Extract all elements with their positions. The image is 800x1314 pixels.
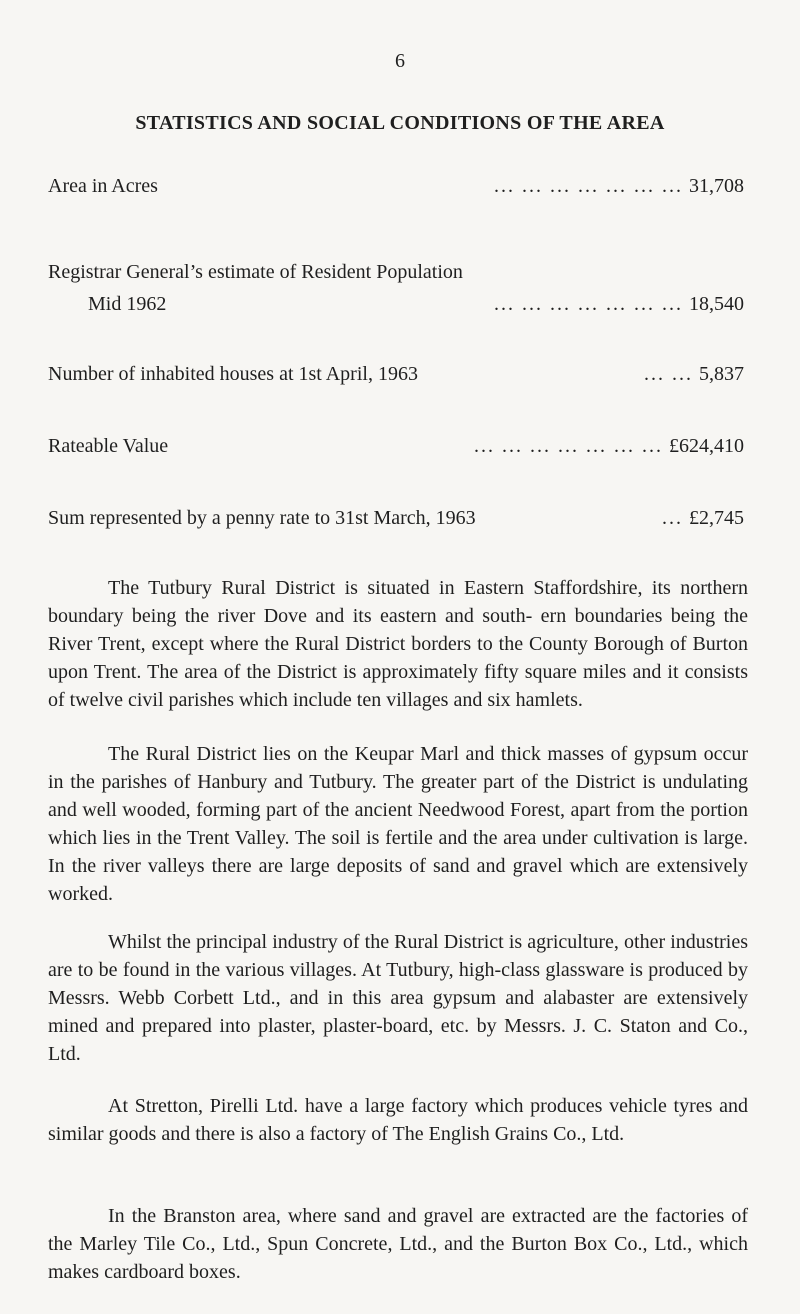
stat-resident-population [48,258,744,318]
stat-label: Number of inhabited houses at 1st April, 1963 [48,363,418,385]
leader-dots: ... ... ... ... ... ... ... [494,293,683,315]
stat-value: £624,410 [669,435,744,457]
page-number: 6 [395,50,405,72]
stat-value: £2,745 [689,507,744,529]
stat-label: Mid 1962 [88,293,167,315]
leader-dots: ... ... ... ... ... ... ... [494,175,683,197]
paragraph-geology: The Rural District lies on the Keupar Marl and thick masses of gypsum occur in the parishes of Hanbury and Tutbury. The greater part of the District is undulating and well wooded, forming part of the ancient Needwood Forest, apart from the portion which lies in the Trent Valley. The soil is fertile and the area under cultivation is large. In the river valleys there are large deposits of sand and gravel which are extensively worked. [48,743,748,905]
paragraph-branston: In the Branston area, where sand and gravel are extracted are the factories of the Marley Tile Co., Ltd., Spun Concrete, Ltd., and the Burton Box Co., Ltd., which makes cardboard boxes. [48,1205,748,1283]
paragraph-stretton: At Stretton, Pirelli Ltd. have a large factory which produces vehicle tyres and similar goods and there is also a factory of The English Grains Co., Ltd. [48,1095,748,1145]
stat-label: Rateable Value [48,435,169,457]
stat-label: Sum represented by a penny rate to 31st March, 1963 [48,507,476,529]
stat-value: 5,837 [699,363,744,385]
paragraph-location: The Tutbury Rural District is situated in Eastern Staffordshire, its northern boundary being the river Dove and its eastern and south- ern boundaries being the River Trent, except where the Rural District borders to the County Borough of Burton upon Trent. The area of the District is approximately fifty square miles and it consists of twelve civil parishes which include ten villages and six hamlets. [48,577,748,711]
leader-dots: ... [662,507,683,529]
stat-label-line: Registrar General’s estimate of Resident Population [48,261,463,283]
leader-dots: ... ... ... ... ... ... ... [474,435,663,457]
stat-value: 18,540 [689,293,744,315]
stat-rateable-value [48,432,744,460]
page-title: STATISTICS AND SOCIAL CONDITIONS OF THE AREA [135,112,665,134]
paragraph-industry: Whilst the principal industry of the Rural District is agriculture, other industries are to be found in the various villages. At Tutbury, high-class glassware is produced by Messrs. Webb Corbett Ltd., and in this area gypsum and alabaster are extensively mined and prepared into plaster, plaster-board, etc. by Messrs. J. C. Staton and Co., Ltd. [48,931,748,1065]
stat-inhabited-houses [48,360,744,388]
stat-value: 31,708 [689,175,744,197]
leader-dots: ... ... [644,363,693,385]
stat-label: Area in Acres [48,175,158,197]
stat-penny-rate [48,504,744,532]
stat-area-in-acres [48,172,744,200]
